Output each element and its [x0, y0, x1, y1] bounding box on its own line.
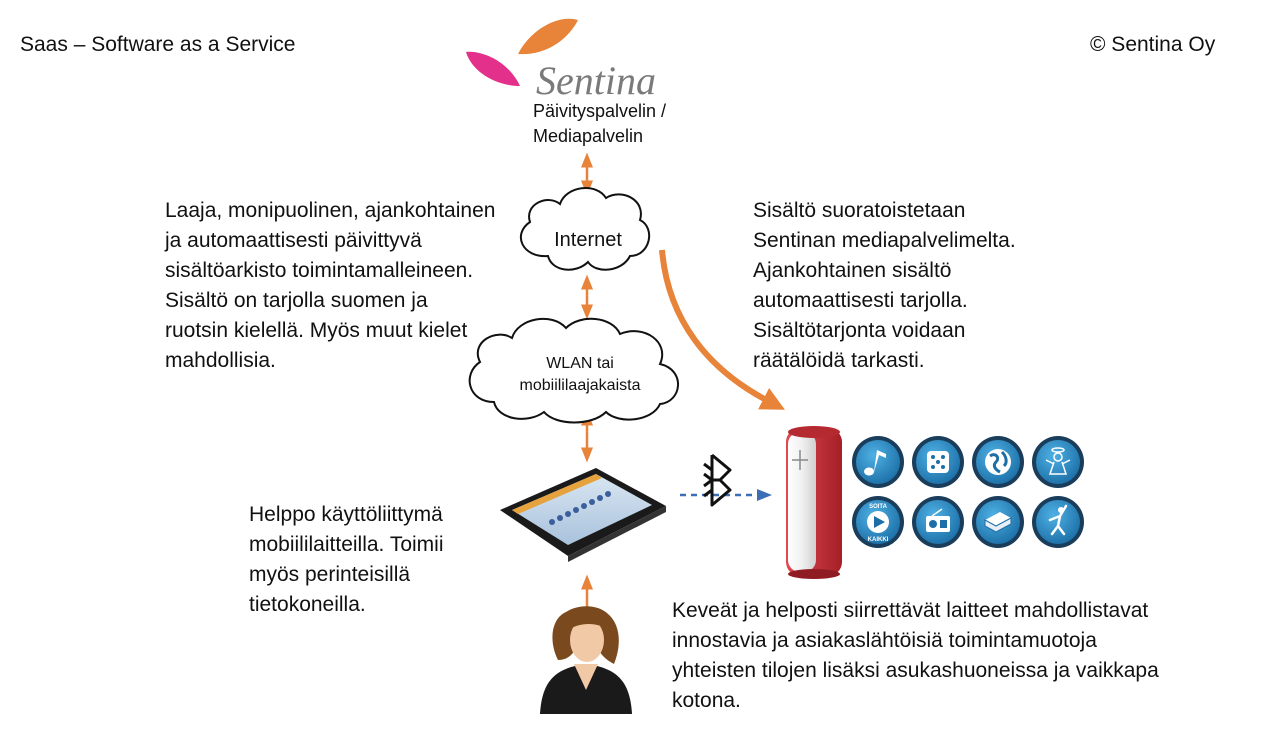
logo-pink-leaf [466, 52, 520, 86]
left-text-line: Sisältö on tarjolla suomen ja [165, 289, 428, 312]
radio-icon [912, 496, 964, 548]
logo-brand-text: Sentina [536, 58, 656, 103]
tablet-text-line: myös perinteisillä [249, 563, 411, 586]
tablet-text-line: mobiililaitteilla. Toimii [249, 533, 444, 556]
right-text-line: Sisältötarjonta voidaan [753, 319, 966, 342]
left-text-line: sisältöarkisto toimintamalleineen. [165, 259, 474, 282]
bluetooth-icon [704, 455, 730, 505]
globe-icon [972, 436, 1024, 488]
device-text-line: innostavia ja asiakaslähtöisiä toimintamuotoja [672, 629, 1097, 652]
tablet-text-line: Helppo käyttöliittymä [249, 503, 443, 526]
device-text-line: kotona. [672, 689, 741, 712]
left-text-line: mahdollisia. [165, 349, 276, 372]
left-text-line: Laaja, monipuolinen, ajankohtainen [165, 199, 496, 222]
device-text-line: yhteisten tilojen lisäksi asukashuoneissa ja vaikkapa [672, 659, 1159, 682]
left-text-line: ruotsin kielellä. Myös muut kielet [165, 319, 468, 342]
server-label-line2: Mediapalvelin [533, 126, 644, 146]
right-text-line: Sisältö suoratoistetaan [753, 199, 966, 222]
left-text-line: ja automaattisesti päivittyvä [165, 229, 422, 252]
internet-label: Internet [554, 229, 622, 251]
play-all-badge-bottom: KAIKKI [867, 537, 889, 543]
sentina-logo [466, 19, 656, 103]
speaker-device [786, 426, 842, 579]
music-note-icon [852, 436, 904, 488]
play-all-icon [852, 496, 904, 548]
user-avatar [540, 606, 632, 714]
logo-orange-leaf [518, 19, 578, 54]
wlan-label-line2: mobiililaajakaista [519, 377, 641, 394]
wlan-label-line1: WLAN tai [546, 355, 614, 372]
play-all-badge-top: SOITA [869, 504, 887, 510]
right-text-line: räätälöidä tarkasti. [753, 349, 925, 372]
dice-icon [912, 436, 964, 488]
device-text-line: Keveät ja helposti siirrettävät laitteet mahdollistavat [672, 599, 1149, 622]
tablet-text-line: tietokoneilla. [249, 593, 366, 616]
header-right-title: © Sentina Oy [1090, 33, 1216, 56]
app-icon-grid [852, 436, 1084, 548]
header-left-title: Saas – Software as a Service [20, 33, 296, 56]
book-icon [972, 496, 1024, 548]
right-text-line: Sentinan mediapalvelimelta. [753, 229, 1016, 252]
right-text-line: Ajankohtainen sisältö [753, 259, 952, 282]
exercise-icon [1032, 496, 1084, 548]
right-text-line: automaattisesti tarjolla. [753, 289, 968, 312]
angel-icon [1032, 436, 1084, 488]
tablet-device [500, 468, 666, 562]
server-label-line1: Päivityspalvelin / [533, 101, 667, 121]
